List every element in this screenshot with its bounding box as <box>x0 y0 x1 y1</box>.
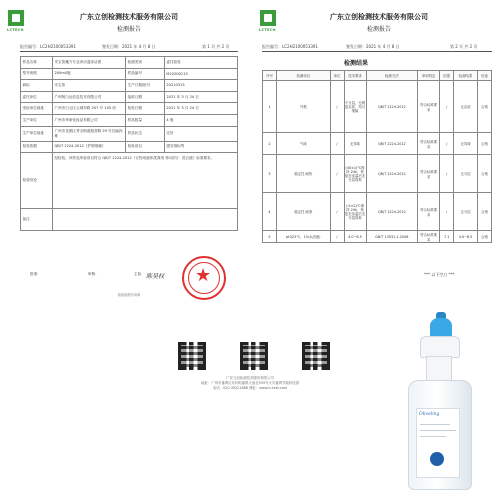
table-cell: 4 <box>263 193 277 231</box>
footer-contact: 电话：020-39221888 网址：www.lc-test.com <box>212 386 288 390</box>
field-label: 生产日期/批号 <box>126 80 165 92</box>
table-cell: pH(25℃，1%水溶液) <box>276 231 330 243</box>
field-value: QB/T 1224-2012《护肤啫喱》 <box>52 141 125 153</box>
table-cell: / <box>330 155 344 193</box>
logo-text: LCTECH <box>7 28 24 32</box>
label-text-line <box>420 424 450 425</box>
table-row <box>21 114 238 126</box>
table-cell: (40±1)℃保持 24h，恢复至室温后无分层现象 <box>344 155 366 193</box>
field-label: 样品名称 <box>21 57 53 69</box>
field-label: 样品编号 <box>126 68 165 80</box>
field-value: 广州市花都区秀全街道瑞香路 29 号自编四栋 <box>52 126 125 141</box>
page-number: 第 1 页 共 2 页 <box>202 44 230 49</box>
label-text-line <box>420 436 446 437</box>
product-badge-icon <box>430 452 444 466</box>
table-cell: / <box>440 133 454 155</box>
table-cell: 不分层，无明显杂质，均匀细腻 <box>344 81 366 133</box>
table-cell: 合格 <box>477 81 491 133</box>
field-label: 检测类别 <box>126 57 165 69</box>
field-label: 检验项目 <box>126 141 165 153</box>
table-cell: / <box>440 155 454 193</box>
column-header: 结论 <box>477 71 491 81</box>
logo-text: LCTECH <box>259 28 276 32</box>
field-label: 样品状态 <box>126 126 165 141</box>
table-cell: 气味 <box>276 133 330 155</box>
column-header: 检测结果 <box>454 71 478 81</box>
table-cell: / <box>440 81 454 133</box>
table-cell: 合格 <box>477 193 491 231</box>
column-header: 单位 <box>330 71 344 81</box>
conclusion-text: 经检验，该样品所检项目符合 QB/T 1224-2012《衣物用液体洗涤剂 第1部分：洗衣液》标准要求。 <box>52 153 237 209</box>
table-cell: / <box>330 193 344 231</box>
approve-label: 批准： <box>30 272 41 276</box>
table-row <box>263 155 492 193</box>
table-row <box>21 141 238 153</box>
inspector-signature: 陈昊权 <box>146 273 165 280</box>
table-row <box>263 231 492 243</box>
sample-info-table <box>20 56 238 231</box>
table-cell: QB/T 1224-2012 <box>366 193 418 231</box>
qr-code-icon <box>178 342 206 370</box>
table-cell: QB/T 1224-2012 <box>366 155 418 193</box>
report-number: 报告编号：LC2H2100053391 <box>262 44 319 49</box>
field-value: 广州市萃研化妆品有限公司 <box>52 114 125 126</box>
table-cell: 无异味 <box>454 133 478 155</box>
company-name: 广东立创检测技术服务有限公司 <box>330 13 428 21</box>
table-row <box>21 91 238 103</box>
company-name: 广东立创检测技术服务有限公司 <box>80 13 178 21</box>
table-cell: / <box>330 133 344 155</box>
field-value: 200ml/瓶 <box>52 68 125 80</box>
table-row <box>21 57 238 69</box>
table-cell: 合格 <box>477 133 491 155</box>
product-label <box>416 408 460 478</box>
table-cell: 符合标准要求 <box>418 133 440 155</box>
field-label: 检验依据 <box>21 141 53 153</box>
table-cell: / <box>330 81 344 133</box>
stamp-note: 检验检测专用章 <box>117 293 141 297</box>
field-label: 生产单位 <box>21 114 53 126</box>
pump-head <box>420 336 460 358</box>
table-cell: 5 <box>263 231 277 243</box>
report-page-1 <box>4 4 246 304</box>
table-cell: 符合标准要求 <box>418 193 440 231</box>
footer-address: 地址：广州市番禺区东环街番禺大道北555号天安番禺节能科技园 <box>200 381 300 385</box>
table-cell: 3 <box>263 155 277 193</box>
table-cell: 稳定性 耐寒 <box>276 193 330 231</box>
table-cell: 合格 <box>477 155 491 193</box>
issue-date: 签发日期：2021 年 4 月 8 日 <box>102 44 156 49</box>
report-number: 报告编号：LC2H2100053391 <box>20 44 77 49</box>
table-cell: 4.0~8.5 <box>344 231 366 243</box>
header-divider <box>262 51 492 52</box>
report-title: 检测报告 <box>116 26 141 33</box>
table-row <box>21 126 238 141</box>
table-cell: (-5±2)℃保持 24h，恢复至室温后无分层现象 <box>344 193 366 231</box>
field-value: 广州市白云区云城东路 207 号 105 房 <box>52 103 125 115</box>
table-cell: QB/T 1224-2012 <box>366 81 418 133</box>
table-row <box>21 68 238 80</box>
table-cell: 无异味 <box>344 133 366 155</box>
field-label: 检验日期 <box>126 103 165 115</box>
table-row <box>263 81 492 133</box>
report-title: 检测报告 <box>366 26 391 33</box>
review-label: 审核： <box>88 272 99 276</box>
table-cell: 外观 <box>276 81 330 133</box>
table-cell: 符合标准要求 <box>418 81 440 133</box>
label-text-line <box>420 430 456 431</box>
field-value: 4 瓶 <box>164 114 237 126</box>
table-cell: 2 <box>263 133 277 155</box>
table-cell: QB/T 1224-2012 <box>366 133 418 155</box>
table-cell: 1 <box>263 81 277 133</box>
field-label: 接收日期 <box>126 91 165 103</box>
remark-value <box>52 209 237 231</box>
column-header: 检测项目 <box>276 71 330 81</box>
table-cell: 4.0~8.5 <box>454 231 478 243</box>
table-cell: 合格 <box>477 231 491 243</box>
table-row <box>21 80 238 92</box>
table-cell: 无杂质 <box>454 81 478 133</box>
field-label: 商标 <box>21 80 53 92</box>
results-section-title: 检测结果 <box>344 60 369 67</box>
field-label: 受检单位地址 <box>21 103 53 115</box>
report-page-2 <box>254 4 496 304</box>
star-icon: ★ <box>195 265 212 286</box>
field-value: M22000115 <box>164 68 237 80</box>
table-cell: GB/T 13531.1-2008 <box>366 231 418 243</box>
field-value: 委托检验 <box>164 57 237 69</box>
table-cell: 无分层 <box>454 193 478 231</box>
issue-date: 签发日期：2021 年 4 月 8 日 <box>346 44 400 49</box>
field-value: 安宝笛魔方专业净洁泡沫洁面 <box>52 57 125 69</box>
column-header: 检测方法 <box>366 71 418 81</box>
page-number: 第 2 页 共 2 页 <box>450 44 478 49</box>
field-value: 2021 年 3 月 24 日 <box>164 91 237 103</box>
field-value: 20210315 <box>164 80 237 92</box>
qr-code-icon <box>240 342 268 370</box>
column-header: 结果 <box>440 71 454 81</box>
header-divider <box>20 51 238 52</box>
table-row <box>21 103 238 115</box>
table-row <box>263 193 492 231</box>
conclusion-row <box>21 153 238 209</box>
column-header: 技术要求 <box>344 71 366 81</box>
product-brand: Oliveling <box>419 412 440 417</box>
table-cell: 无分层 <box>454 155 478 193</box>
test-results-table <box>262 70 492 243</box>
field-label: 样品数量 <box>126 114 165 126</box>
field-value: 2021 年 3 月 24 日 <box>164 103 237 115</box>
footer-company: 广东立创检测技术服务有限公司 <box>226 376 274 380</box>
field-label: 委托单位 <box>21 91 53 103</box>
conclusion-label: 检验结论 <box>21 153 53 209</box>
field-label: 型号规格 <box>21 68 53 80</box>
field-label: 生产单位地址 <box>21 126 53 141</box>
field-value: 广州阿白达信息技术有限公司 <box>52 91 125 103</box>
table-cell: 7.1 <box>440 231 454 243</box>
field-value: 完好 <box>164 126 237 141</box>
table-row <box>263 133 492 155</box>
remark-row <box>21 209 238 231</box>
field-value: 安宝笛 <box>52 80 125 92</box>
cleansing-brush-head <box>430 318 452 338</box>
qr-code-icon <box>302 342 330 370</box>
column-header: 序号 <box>263 71 277 81</box>
company-logo-icon <box>260 10 276 26</box>
remark-label: 备注 <box>21 209 53 231</box>
field-value: 感官指标等 <box>164 141 237 153</box>
blank-below-note: *** 以下空白 *** <box>424 272 455 277</box>
table-cell: / <box>440 193 454 231</box>
table-cell: 符合标准要求 <box>418 231 440 243</box>
table-cell: 符合标准要求 <box>418 155 440 193</box>
column-header: 单项判定 <box>418 71 440 81</box>
table-cell: / <box>330 231 344 243</box>
inspector-label: 主检： <box>134 272 145 276</box>
company-logo-icon <box>8 10 24 26</box>
table-cell: 稳定性 耐热 <box>276 155 330 193</box>
